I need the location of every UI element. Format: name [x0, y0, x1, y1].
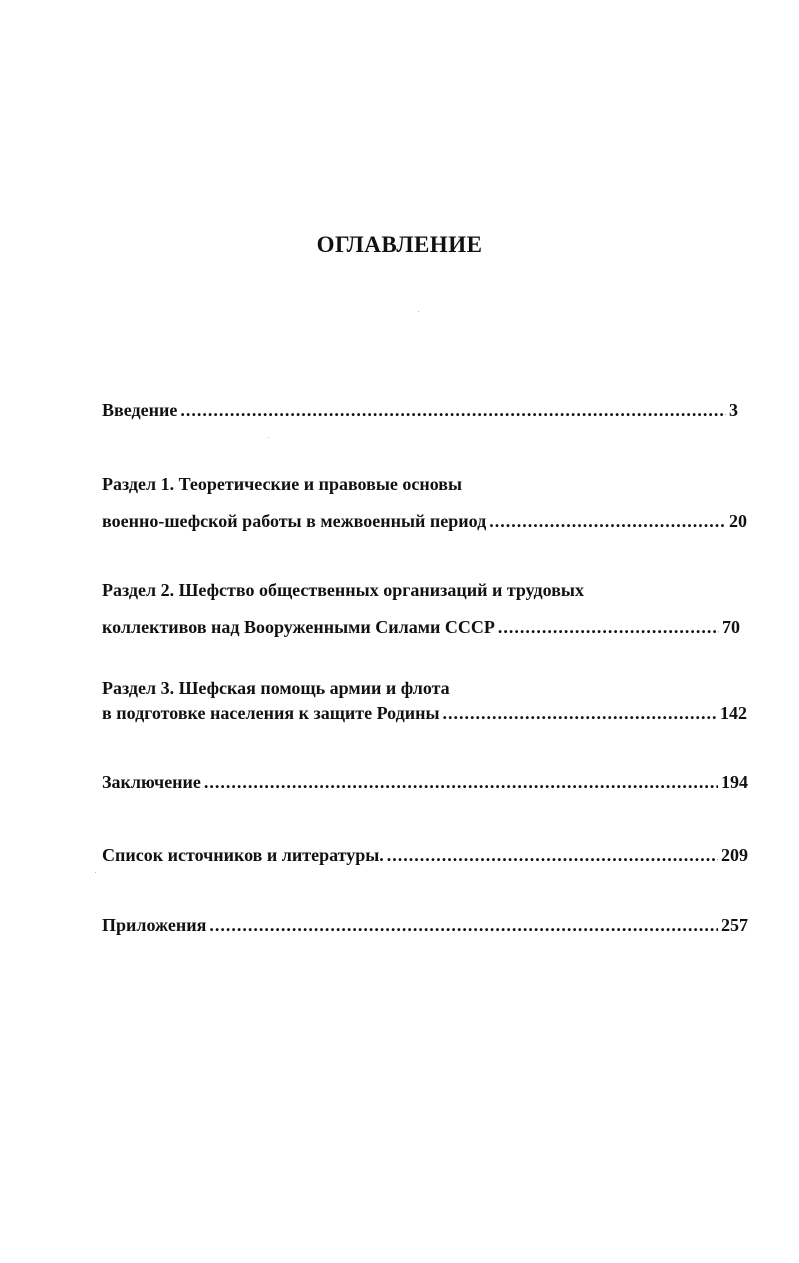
toc-entry-intro: [102, 398, 738, 422]
dot-leader: [204, 770, 718, 794]
toc-entry-section2: [102, 615, 740, 639]
toc-entry-section3-line1: Раздел 3. Шефская помощь армии и флота: [102, 678, 450, 698]
page-title: ОГЛАВЛЕНИЕ: [316, 232, 483, 257]
scan-speck: [95, 872, 96, 873]
toc-entry-section3: [102, 701, 747, 725]
toc-entry-section1-line1: Раздел 1. Теоретические и правовые основы: [102, 474, 463, 494]
dot-leader: [387, 843, 718, 867]
toc-entry-label: Заключение: [102, 772, 201, 792]
scan-speck: [418, 311, 419, 312]
toc-entry-sources: [102, 843, 748, 867]
toc-entry-label: Введение: [102, 400, 178, 420]
dot-leader: [489, 509, 726, 533]
dot-leader: [180, 398, 726, 422]
toc-entry-page: 142: [720, 703, 747, 723]
toc-entry-page: 209: [721, 845, 748, 865]
toc-entry-section2-line1: Раздел 2. Шефство общественных организаций и трудовых: [102, 580, 584, 600]
toc-entry-section1: [102, 509, 747, 533]
dot-leader: [443, 701, 717, 725]
scan-speck: [268, 437, 269, 438]
toc-entry-page: 20: [729, 511, 747, 531]
dot-leader: [209, 913, 718, 937]
toc-entry-page: 257: [721, 915, 748, 935]
toc-entry-label: коллективов над Вооруженными Силами СССР: [102, 617, 495, 637]
dot-leader: [498, 615, 719, 639]
toc-entry-label: Список источников и литературы.: [102, 845, 384, 865]
toc-entry-conclusion: [102, 770, 748, 794]
toc-entry-label: Приложения: [102, 915, 207, 935]
toc-entry-label: в подготовке населения к защите Родины: [102, 703, 440, 723]
toc-entry-label: военно-шефской работы в межвоенный период: [102, 511, 487, 531]
toc-entry-appendices: [102, 913, 748, 937]
toc-entry-page: 194: [721, 772, 748, 792]
toc-entry-page: 70: [722, 617, 740, 637]
toc-entry-page: 3: [729, 400, 738, 420]
